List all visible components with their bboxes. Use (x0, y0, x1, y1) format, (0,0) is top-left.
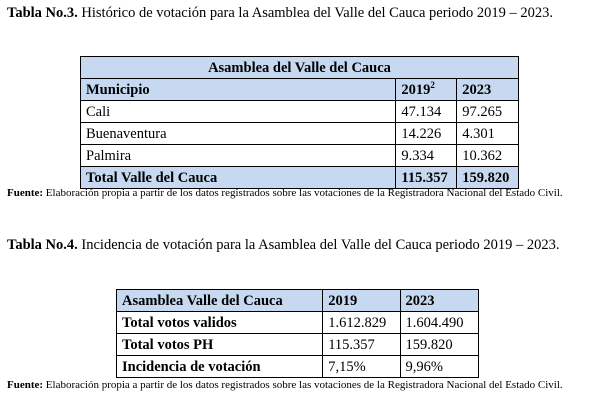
municipio-cell: Buenaventura (81, 123, 396, 145)
table-row (117, 356, 479, 378)
row-label-cell: Total votos PH (117, 334, 323, 356)
table-row (81, 145, 519, 167)
table-4 (116, 289, 479, 378)
table-3-header-municipio: Municipio (81, 79, 396, 101)
table-row (117, 312, 479, 334)
value-2019-cell: 7,15% (323, 356, 400, 378)
value-2019-cell: 47.134 (396, 101, 457, 123)
value-2019-cell: 14.226 (396, 123, 457, 145)
total-label-cell: Total Valle del Cauca (81, 167, 396, 189)
value-2023-cell: 97.265 (457, 101, 519, 123)
table-row (81, 101, 519, 123)
table-4-caption (7, 234, 597, 256)
table-3-header-2023: 2023 (457, 79, 519, 101)
table-3-caption-label: Tabla No.3. (7, 5, 78, 21)
table-3-header-row (81, 79, 519, 101)
table-4-source-text: Elaboración propia a partir de los datos registrados sobre las votaciones de la Registradora Nacional del Estado Civil. (43, 379, 563, 391)
total-2019-cell: 115.357 (396, 167, 457, 189)
table-4-caption-text: Incidencia de votación para la Asamblea del Valle del Cauca periodo 2019 – 2023. (77, 237, 560, 253)
value-2019-cell: 1.612.829 (323, 312, 400, 334)
table-3-caption-text: Histórico de votación para la Asamblea del Valle del Cauca periodo 2019 – 2023. (77, 5, 554, 21)
table-4-source-label: Fuente: (7, 379, 44, 391)
value-2023-cell: 159.820 (400, 334, 478, 356)
value-2023-cell: 9,96% (400, 356, 478, 378)
table-4-header-2019: 2019 (323, 290, 400, 312)
table-row (81, 123, 519, 145)
municipio-cell: Cali (81, 101, 396, 123)
footnote-marker: 2 (430, 79, 435, 90)
value-2019-cell: 9.334 (396, 145, 457, 167)
table-4-header-row (117, 290, 479, 312)
table-3-header-2019 (396, 79, 457, 101)
table-3-source-label: Fuente: (7, 187, 44, 199)
table-3-source-text: Elaboración propia a partir de los datos registrados sobre las votaciones de la Registradora Nacional del Estado Civil. (43, 187, 563, 199)
table-3-caption (7, 2, 597, 24)
municipio-cell: Palmira (81, 145, 396, 167)
table-3-title-row (81, 57, 519, 79)
value-2023-cell: 4.301 (457, 123, 519, 145)
value-2019-cell: 115.357 (323, 334, 400, 356)
table-3 (80, 56, 519, 189)
row-label-cell: Total votos validos (117, 312, 323, 334)
table-4-header-asamblea: Asamblea Valle del Cauca (117, 290, 323, 312)
table-3-source (7, 185, 597, 201)
table-4-source (7, 377, 597, 393)
value-2023-cell: 10.362 (457, 145, 519, 167)
value-2023-cell: 1.604.490 (400, 312, 478, 334)
total-2023-cell: 159.820 (457, 167, 519, 189)
table-3-header-2019-text: 2019 (401, 81, 431, 98)
row-label-cell: Incidencia de votación (117, 356, 323, 378)
table-row (117, 334, 479, 356)
table-4-header-2023: 2023 (400, 290, 478, 312)
table-3-title: Asamblea del Valle del Cauca (81, 57, 519, 79)
table-4-caption-label: Tabla No.4. (7, 237, 78, 253)
